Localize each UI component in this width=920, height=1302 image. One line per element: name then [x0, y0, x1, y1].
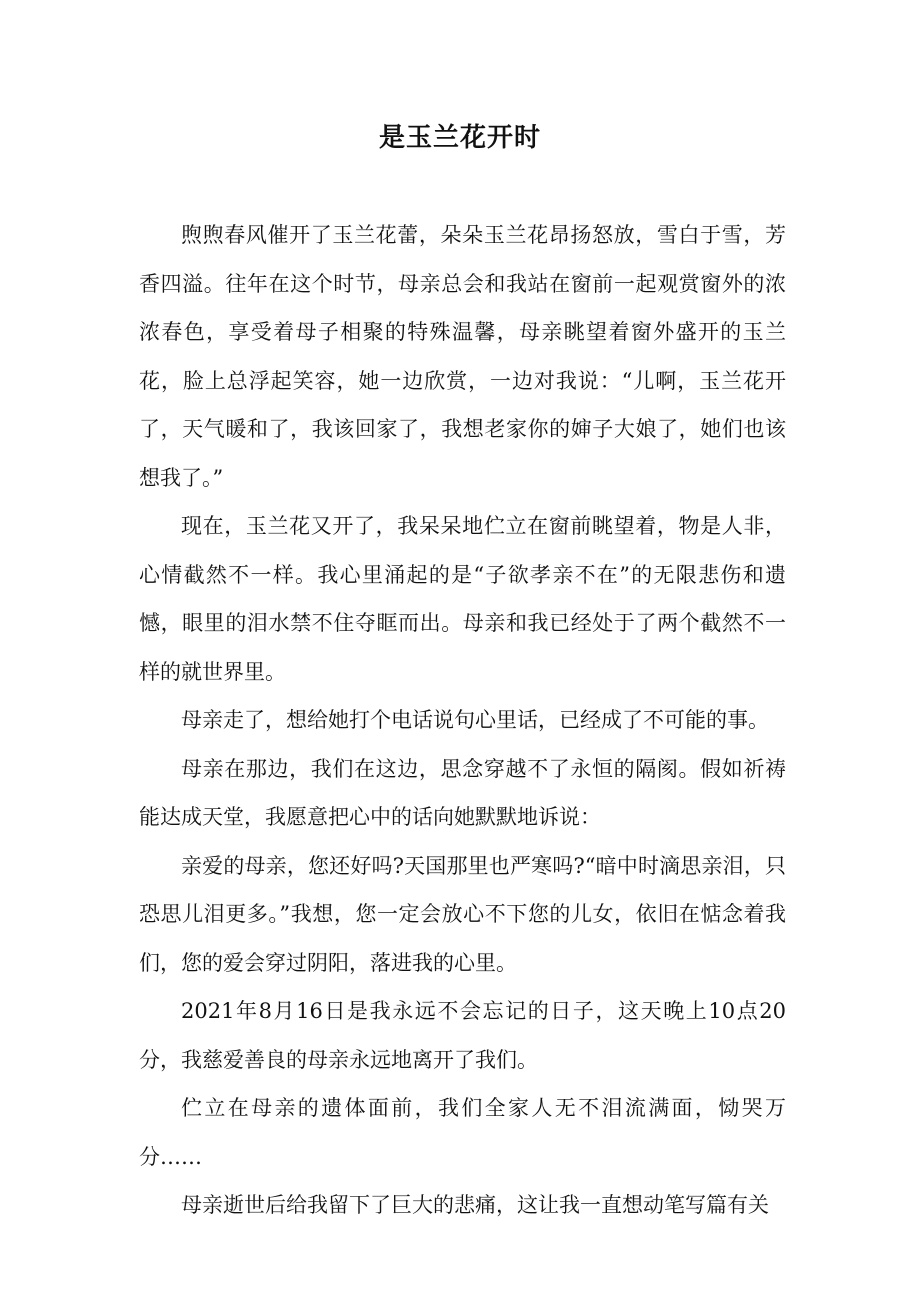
- paragraph: 母亲逝世后给我留下了巨大的悲痛，这让我一直想动笔写篇有关: [181, 1193, 769, 1217]
- paragraph: 伫立在母亲的遗体面前，我们全家人无不泪流满面，恸哭万分……: [139, 1096, 786, 1169]
- paragraph: 2021年8月16日是我永远不会忘记的日子，这天晚上10点20分，我慈爱善良的母亲永远地离开了我们。: [139, 999, 786, 1072]
- paragraph: 煦煦春风催开了玉兰花蕾，朵朵玉兰花昂扬怒放，雪白于雪，芳香四溢。往年在这个时节，母亲总会和我站在窗前一起观赏窗外的浓浓春色，享受着母子相聚的特殊温馨，母亲眺望着窗外盛开的玉兰花，脸上总浮起笑容，她一边欣赏，一边对我说：“儿啊，玉兰花开了，天气暖和了，我该回家了，我想老家你的婶子大娘了，她们也该想我了。”: [139, 223, 786, 490]
- paragraph: 现在，玉兰花又开了，我呆呆地伫立在窗前眺望着，物是人非，心情截然不一样。我心里涌起的是“子欲孝亲不在”的无限悲伤和遗憾，眼里的泪水禁不住夺眶而出。母亲和我已经处于了两个截然不一样的就世界里。: [139, 514, 786, 684]
- paragraph: 母亲在那边，我们在这边，思念穿越不了永恒的隔阂。假如祈祷能达成天堂，我愿意把心中的话向她默默地诉说：: [139, 756, 786, 829]
- paragraph: 母亲走了，想给她打个电话说句心里话，已经成了不可能的事。: [181, 708, 769, 732]
- document-body: [139, 211, 786, 1230]
- paragraph: 亲爱的母亲，您还好吗?天国那里也严寒吗?“暗中时滴思亲泪，只恐思儿泪更多。”我想，您一定会放心不下您的儿女，依旧在惦念着我们，您的爱会穿过阴阳，落进我的心里。: [139, 853, 786, 975]
- document-title: 是玉兰花开时: [378, 123, 541, 153]
